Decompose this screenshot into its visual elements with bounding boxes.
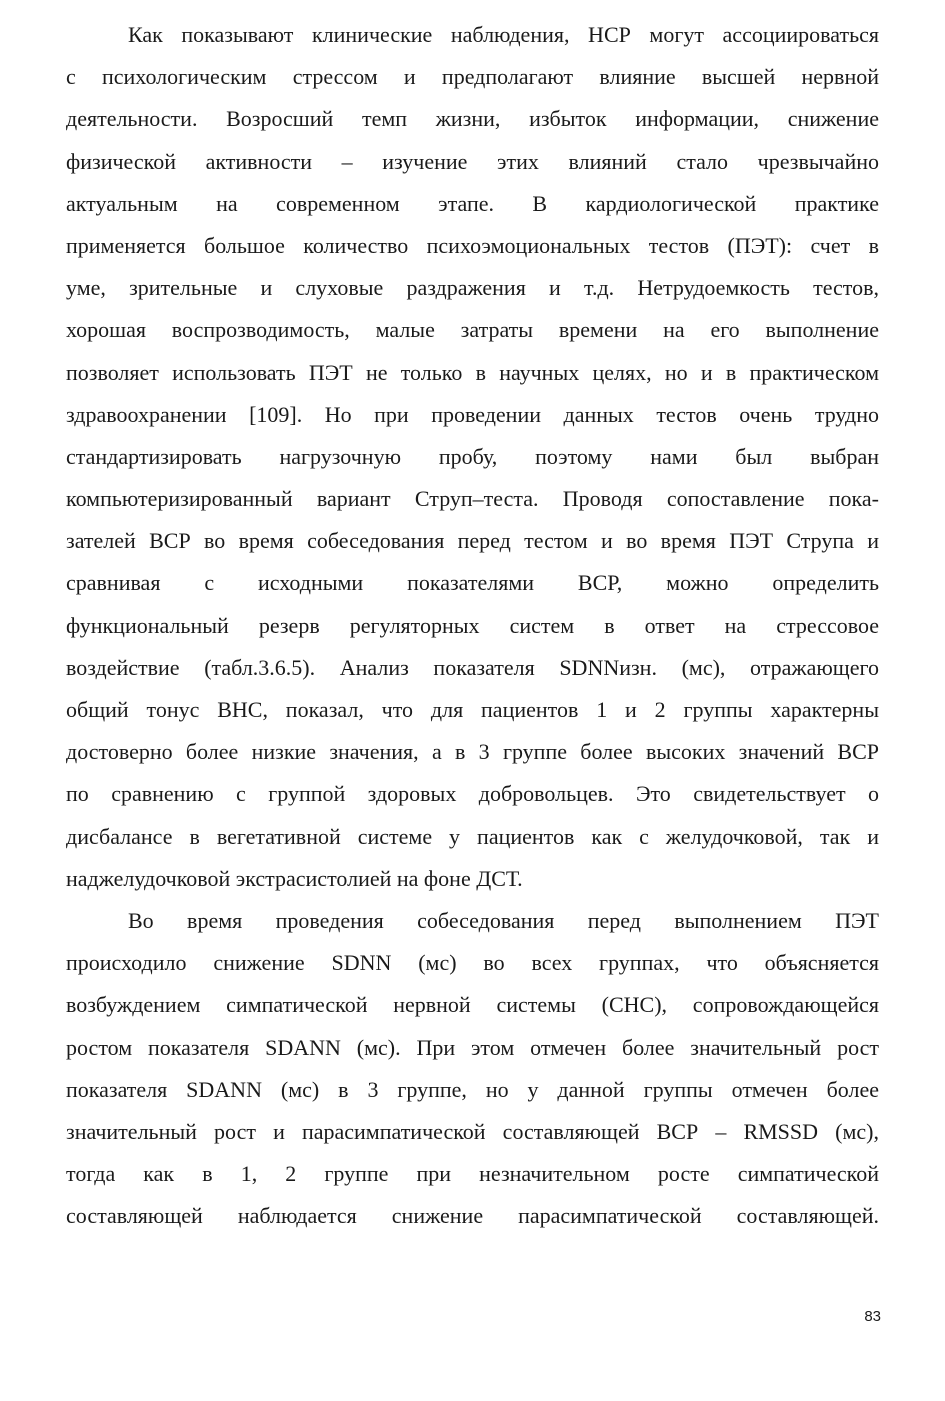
text-line: тогда как в 1, 2 группе при незначительном росте симпатической — [66, 1161, 879, 1187]
text-line: значительный рост и парасимпатической составляющей ВСР – RMSSD (мс), — [66, 1118, 879, 1144]
text-line: хорошая воспрозводимость, малые затраты времени на его выполнение — [66, 317, 879, 343]
text-line: дисбалансе в вегетативной системе у пациентов как с желудочковой, так и — [66, 823, 879, 849]
text-line: физической активности – изучение этих влияний стало чрезвычайно — [66, 148, 879, 174]
page-number: 83 — [864, 1308, 881, 1325]
text-line: применяется большое количество психоэмоциональных тестов (ПЭТ): счет в — [66, 232, 879, 258]
text-line: здравоохранении [109]. Но при проведении данных тестов очень трудно — [66, 401, 879, 427]
text-line: с психологическим стрессом и предполагают влияние высшей нервной — [66, 64, 879, 90]
text-line: позволяет использовать ПЭТ не только в научных целях, но и в практическом — [66, 359, 879, 385]
text-line: общий тонус ВНС, показал, что для пациентов 1 и 2 группы характерны — [66, 697, 879, 722]
text-line: сравнивая с исходными показателями ВСР, можно определить — [66, 570, 879, 596]
text-line: достоверно более низкие значения, а в 3 группе более высоких значений ВСР — [66, 739, 879, 765]
text-line: деятельности. Возросший темп жизни, избыток информации, снижение — [66, 106, 879, 132]
text-line: происходило снижение SDNN (мс) во всех группах, что объясняется — [66, 950, 879, 976]
text-line: уме, зрительные и слуховые раздражения и т.д. Нетрудоемкость тестов, — [66, 275, 879, 301]
text-line: возбуждением симпатической нервной системы (СНС), сопровождающейся — [66, 992, 879, 1018]
text-line: Во время проведения собеседования перед выполнением ПЭТ — [128, 907, 879, 933]
text-line: воздействие (табл.3.6.5). Анализ показателя SDNNизн. (мс), отражающего — [66, 654, 879, 680]
text-line: ростом показателя SDANN (мс). При этом отмечен более значительный рост — [66, 1034, 879, 1060]
text-line: компьютеризированный вариант Струп–теста. Проводя сопоставление пока- — [66, 486, 879, 512]
text-line: показателя SDANN (мс) в 3 группе, но у данной группы отмечен более — [66, 1076, 879, 1102]
text-line: актуальным на современном этапе. В кардиологической практике — [66, 190, 879, 216]
text-line: функциональный резерв регуляторных систем в ответ на стрессовое — [66, 612, 879, 638]
text-line: по сравнению с группой здоровых добровольцев. Это свидетельствует о — [66, 781, 879, 807]
body-text — [66, 14, 879, 1237]
text-line: зателей ВСР во время собеседования перед тестом и во время ПЭТ Струпа и — [66, 528, 879, 554]
text-line: стандартизировать нагрузочную пробу, поэтому нами был выбран — [66, 443, 879, 469]
text-line: наджелудочковой экстрасистолией на фоне ДСТ. — [66, 865, 523, 891]
text-line: составляющей наблюдается снижение парасимпатической составляющей. — [66, 1203, 879, 1229]
text-line: Как показывают клинические наблюдения, НСР могут ассоциироваться — [128, 22, 879, 47]
